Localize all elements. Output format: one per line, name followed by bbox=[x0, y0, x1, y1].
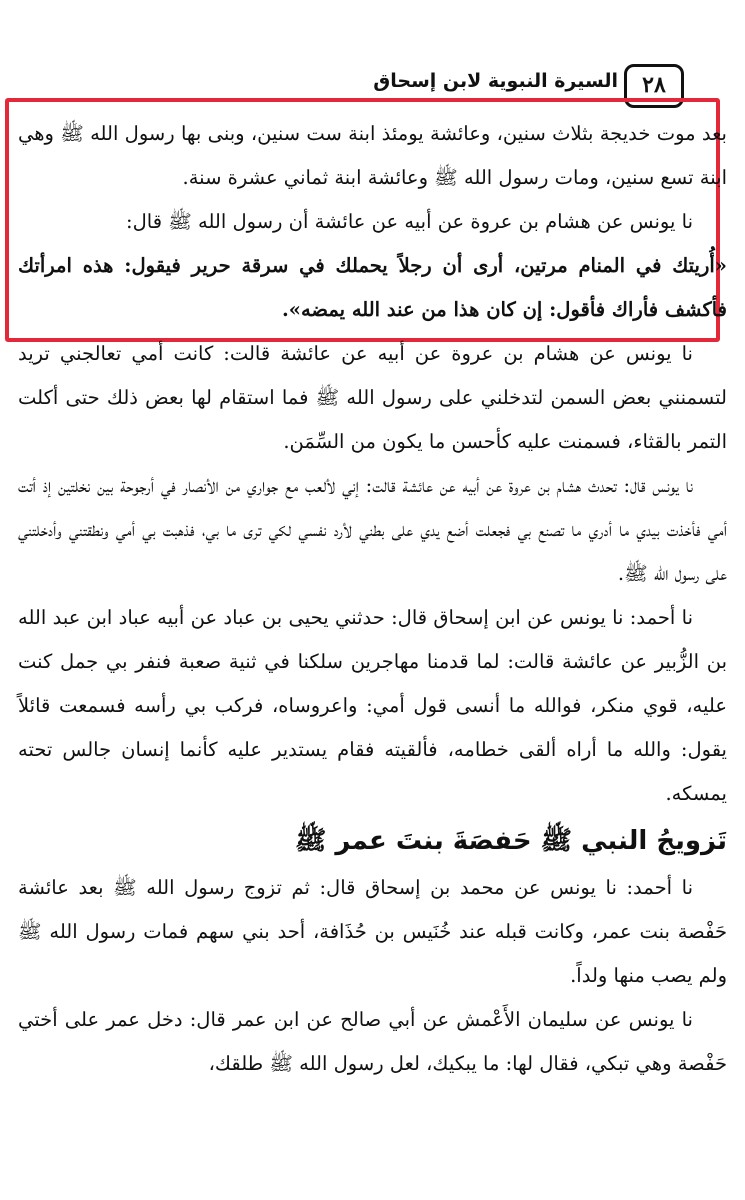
page-body bbox=[18, 112, 727, 1086]
running-title: السيرة النبوية لابن إسحاق bbox=[373, 70, 618, 92]
page-number: ٢٨ bbox=[624, 64, 684, 108]
hadith-quote: «أُريتك في المنام مرتين، أرى أن رجلاً يحملك في سرقة حرير فيقول: هذه امرأتك فأكشف فأراك فأقول: إن كان هذا من عند الله يمضه». bbox=[18, 254, 727, 321]
paragraph-6: نا أحمد: نا يونس عن محمد بن إسحاق قال: ثم تزوج رسول الله ﷺ بعد عائشة حَفْصة بنت عمر، وكانت قبله عند خُنَيس بن حُذَافة، أحد بني سهم فمات رسول الله ﷺ ولم يصب منها ولداً. bbox=[18, 876, 727, 987]
page-header bbox=[30, 70, 730, 100]
paragraph-5: نا أحمد: نا يونس عن ابن إسحاق قال: حدثني يحيى بن عباد عن أبيه عباد ابن عبد الله بن الزُّبير عن عائشة قالت: لما قدمنا مهاجرين سلكنا في ثنية صعبة فنفر بي جمل كنت عليه، قوي منكر، فوالله ما أنسى قول أمي: واعروساه، فركب بي رأسه فسمعت قائلاً يقول: والله ما أراه ألقى خطامه، فألقيته فقام يستدير عليه كأنما إنسان جالس تحته يمسكه. bbox=[18, 606, 727, 805]
paragraph-7: نا يونس عن سليمان الأَعْمش عن أبي صالح عن ابن عمر قال: دخل عمر على أختي حَفْصة وهي تبكي، فقال لها: ما يبكيك، لعل رسول الله ﷺ طلقك، bbox=[18, 1008, 727, 1075]
paragraph-2: نا يونس عن هشام بن عروة عن أبيه عن عائشة أن رسول الله ﷺ قال: bbox=[126, 210, 693, 233]
paragraph-3: نا يونس عن هشام بن عروة عن أبيه عن عائشة قالت: كانت أمي تعالجني تريد لتسمنني بعض السمن لتدخلني على رسول الله ﷺ فما استقام لها بعض ذلك حتى أكلت التمر بالقثاء، فسمنت عليه كأحسن ما يكون من السِّمَن. bbox=[18, 342, 727, 453]
section-heading: تَزويجُ النبي ﷺ حَفصَةَ بنتَ عمر ﷺ bbox=[294, 826, 727, 856]
paragraph-4: نا يونس قال: تحدث هشام بن عروة عن أبيه عن عائشة قالت: إني لألعب مع جواري من الأنصار في أرجوحة بين نخلتين إذ أتت أمي فأخذت بيدي ما أدري ما تصنع بي فجعلت أضع يدي على بطني لأرد نفسي لكي ترى ما بي، فذهبت بي أمي ونطقتني وأدخلتني على رسول الله ﷺ. bbox=[18, 474, 727, 585]
paragraph-1: بعد موت خديجة بثلاث سنين، وعائشة يومئذ ابنة ست سنين، وبنى بها رسول الله ﷺ وهي ابنة تسع سنين، ومات رسول الله ﷺ وعائشة ابنة ثماني عشرة سنة. bbox=[18, 122, 727, 189]
